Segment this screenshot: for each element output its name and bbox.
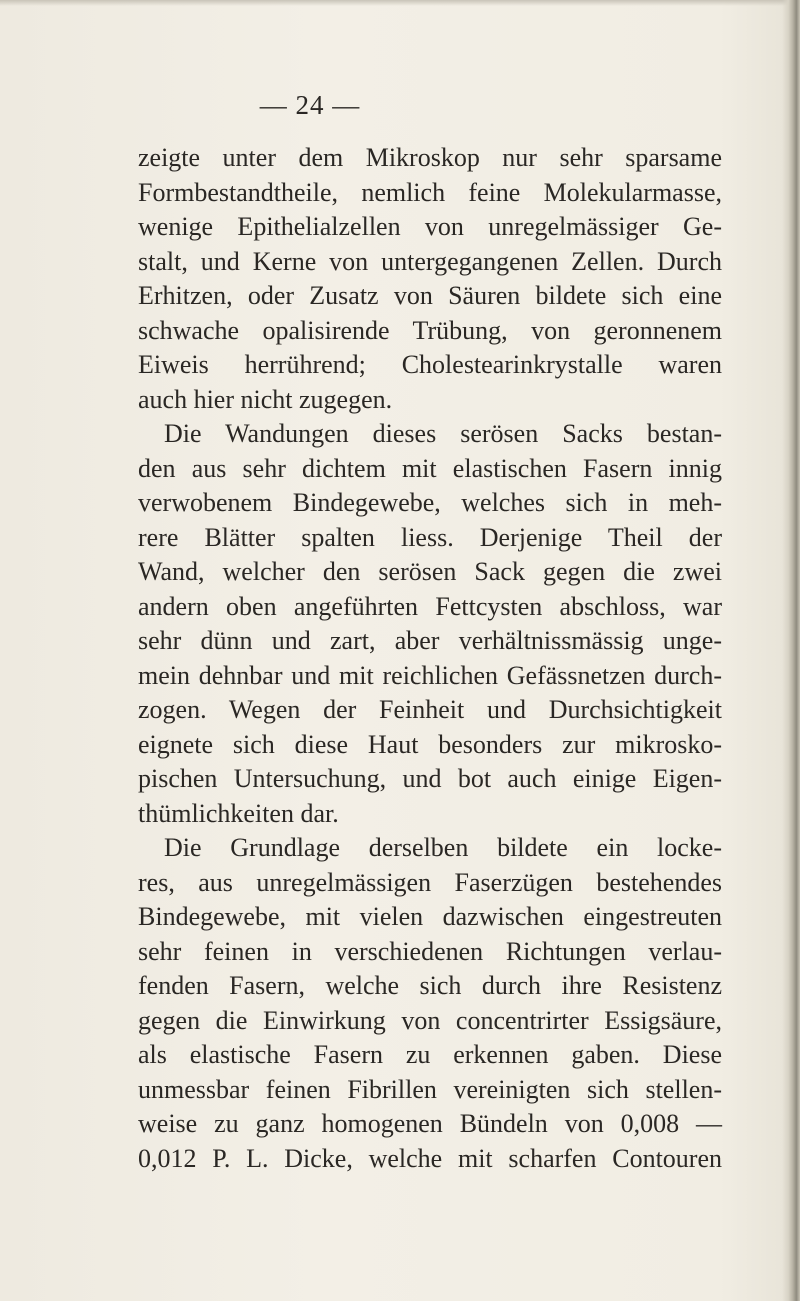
text-line: Eiweis herrührend; Cholestearinkrystalle waren <box>138 350 722 379</box>
page-binding-edge <box>782 0 800 1301</box>
text-line: rere Blätter spalten liess. Derjenige Theil der <box>138 522 722 552</box>
text-line: den aus sehr dichtem mit elastischen Fasern innig <box>138 453 722 483</box>
text-line: gegen die Einwirkung von concentrirter Essigsäure, <box>138 1005 722 1035</box>
body-text <box>138 141 722 1176</box>
page-top-edge <box>0 0 800 6</box>
text-line: Bindegewebe, mit vielen dazwischen eingestreuten <box>138 902 722 931</box>
text-line: sehr feinen in verschiedenen Richtungen verlau- <box>138 936 722 966</box>
text-line: auch hier nicht zugegen. <box>138 384 393 414</box>
text-line: Die Wandungen dieses serösen Sacks bestan- <box>164 419 722 448</box>
text-line: 0,012 P. L. Dicke, welche mit scharfen Contouren <box>138 1143 722 1173</box>
page-number: — 24 — <box>259 90 361 120</box>
text-line: verwobenem Bindegewebe, welches sich in meh- <box>138 488 722 517</box>
text-line: zogen. Wegen der Feinheit und Durchsichtigkeit <box>138 695 722 724</box>
text-line: Wand, welcher den serösen Sack gegen die zwei <box>138 557 722 586</box>
text-line: als elastische Fasern zu erkennen gaben. Diese <box>138 1040 722 1069</box>
text-line: fenden Fasern, welche sich durch ihre Resistenz <box>138 971 722 1000</box>
text-line: Erhitzen, oder Zusatz von Säuren bildete sich eine <box>138 281 722 310</box>
text-line: Die Grundlage derselben bildete ein locke- <box>164 833 722 862</box>
text-line: Formbestandtheile, nemlich feine Molekularmasse, <box>138 177 722 207</box>
text-line: mein dehnbar und mit reichlichen Gefässnetzen durch- <box>138 660 722 690</box>
text-line: schwache opalisirende Trübung, von geronnenem <box>138 315 722 345</box>
text-line: sehr dünn und zart, aber verhältnissmässig unge- <box>138 626 722 655</box>
text-line: res, aus unregelmässigen Faserzügen bestehendes <box>138 867 722 897</box>
text-line: andern oben angeführten Fettcysten abschloss, war <box>138 591 722 621</box>
text-line: pischen Untersuchung, und bot auch einige Eigen- <box>138 764 722 793</box>
text-line: thümlichkeiten dar. <box>138 798 339 828</box>
text-line: stalt, und Kerne von untergegangenen Zellen. Durch <box>138 246 722 276</box>
text-line: zeigte unter dem Mikroskop nur sehr sparsame <box>138 143 722 172</box>
text-line: wenige Epithelialzellen von unregelmässiger Ge- <box>138 212 722 241</box>
text-line: eignete sich diese Haut besonders zur mikrosko- <box>138 729 722 759</box>
text-line: weise zu ganz homogenen Bündeln von 0,008 — <box>138 1109 722 1138</box>
text-line: unmessbar feinen Fibrillen vereinigten sich stellen- <box>138 1074 722 1104</box>
